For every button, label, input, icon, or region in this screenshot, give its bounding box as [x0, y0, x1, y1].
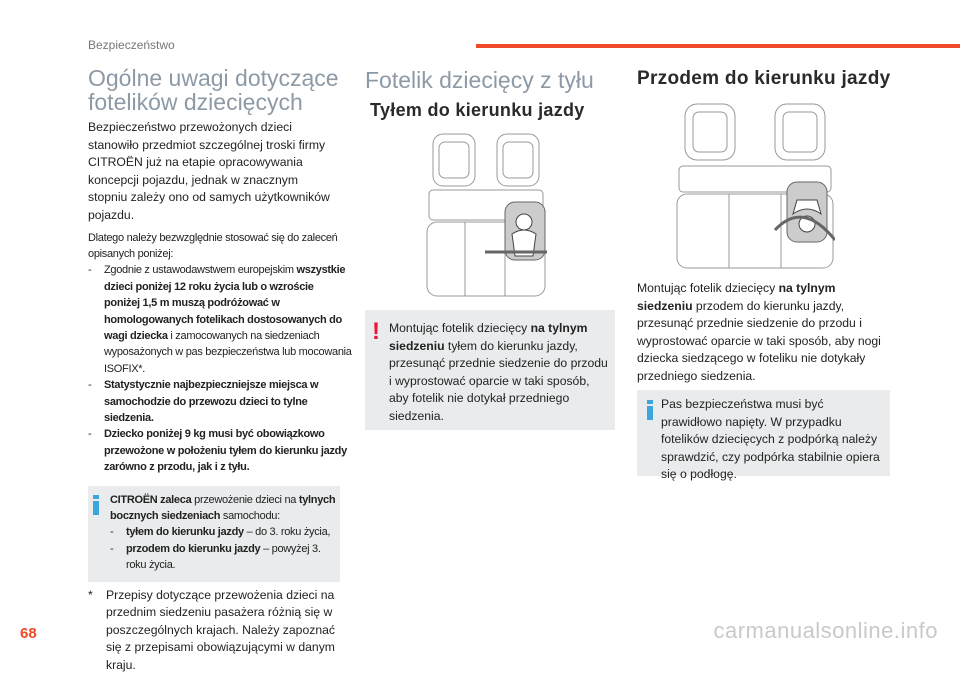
- text: i zamocowanych na siedzeniach wyposażonych w pas bezpieczeństwa lub mocowania ISOFIX*.: [104, 330, 352, 375]
- page-number: 68: [20, 625, 37, 642]
- text: – powyżej 3. roku życia.: [126, 542, 321, 572]
- rules-list: [88, 230, 352, 476]
- list-item: - Zgodnie z ustawodawstwem europejskim wszystkie dzieci poniżej 12 roku życia lub o wzroście poniżej 1,5 m muszą podróżować w homologowanych fotelikach dostosowanych do wagi dziecka i zamocowanych na siedzeniach wyposażonych w pas bezpieczeństwa lub mocowania ISOFIX*.: [88, 264, 352, 375]
- text: Zgodnie z ustawodawstwem europejskim: [104, 264, 297, 277]
- title-line: fotelików dziecięcych: [88, 89, 303, 115]
- rear-facing-seat-illustration: [425, 130, 547, 302]
- text: Montując fotelik dziecięcy: [389, 321, 531, 335]
- title-line: Ogólne uwagi dotyczące: [88, 65, 339, 91]
- intro-paragraph: Bezpieczeństwo przewożonych dzieci stanowiło przedmiot szczególnej troski firmy CITROËN już na etapie opracowywania koncepcji pojazdu, jednak w znacznym stopniu zależy ono od samych użytkowników pojazdu.: [88, 120, 330, 222]
- info-box: [637, 390, 890, 482]
- info-box: [88, 486, 340, 582]
- bold-text: na tylnym siedzeniu: [637, 281, 836, 313]
- page-title: [88, 66, 352, 114]
- text: przewożenie dzieci na: [191, 493, 299, 506]
- header-rule: [476, 44, 960, 48]
- list-item: - Dziecko poniżej 9 kg musi być obowiązkowo przewożone w położeniu tyłem do kierunku jazdy zarówno z przodu, jak i z tyłu.: [88, 428, 347, 474]
- info-text: Pas bezpieczeństwa musi być prawidłowo napięty. W przypadku fotelików dziecięcych z podpórką należy sprawdzić, czy podpórka stabilnie opiera się o podłogę.: [661, 397, 880, 482]
- bold-text: przodem do kierunku jazdy: [126, 542, 261, 555]
- subheading: Tyłem do kierunku jazdy: [370, 100, 585, 120]
- bold-text: CITROËN zaleca: [110, 493, 192, 506]
- footnote-text: Przepisy dotyczące przewożenia dzieci na przednim siedzeniu pasażera różnią się w poszczególnych krajach. Należy zapoznać się z przepisami obowiązującymi w danym kraju.: [106, 587, 335, 673]
- bold-text: tylnych bocznych siedzeniach: [110, 493, 336, 523]
- footnote-mark: *: [88, 587, 93, 602]
- list-item: - przodem do kierunku jazdy – powyżej 3. roku życia.: [110, 542, 321, 572]
- list-item: - Statystycznie najbezpieczniejsze miejsca w samochodzie do przewozu dzieci to tylne siedzenia.: [88, 379, 319, 425]
- section-title: Bezpieczeństwo: [88, 38, 175, 52]
- text: – do 3. roku życia,: [243, 526, 331, 539]
- bold-text: Dziecko poniżej 9 kg musi być obowiązkowo przewożone w położeniu tyłem do kierunku jazdy zarówno z przodu, jak i z tyłu.: [104, 428, 347, 474]
- left-column: [88, 66, 352, 675]
- bold-text: tyłem do kierunku jazdy: [126, 526, 244, 539]
- list-item: - tyłem do kierunku jazdy – do 3. roku życia,: [110, 526, 331, 539]
- info-icon: [93, 495, 99, 515]
- lead-text: Dlatego należy bezwzględnie stosować się do zaleceń opisanych poniżej:: [88, 231, 338, 260]
- forward-facing-seat-illustration: [675, 100, 835, 272]
- section-heading: Przodem do kierunku jazdy: [637, 68, 891, 89]
- exclamation-icon: !: [372, 318, 380, 345]
- text: Montując fotelik dziecięcy: [637, 281, 779, 295]
- text: samochodu:: [220, 510, 280, 523]
- text: tyłem do kierunku jazdy, przesunąć przednie siedzenie do przodu i wyprostować oparcie w taki sposób, aby fotelik nie dotykał przedniego siedzenia.: [389, 338, 608, 423]
- footnote: [88, 587, 343, 675]
- bold-text: wszystkie dzieci poniżej 12 roku życia lub o wzroście poniżej 1,5 m muszą podróżować w homologowanych fotelikach dostosowanych do wagi dziecka: [104, 264, 346, 342]
- section-heading: Fotelik dziecięcy z tyłu: [365, 67, 594, 93]
- bold-text: na tylnym siedzeniu: [389, 321, 588, 353]
- info-icon: [647, 400, 653, 420]
- text: przodem do kierunku jazdy, przesunąć przednie siedzenie do przodu i wyprostować oparcie w taki sposób, aby nogi dziecka siedzącego w foteliku nie dotykały przedniego siedzenia.: [637, 298, 881, 383]
- watermark: carmanualsonline.info: [713, 618, 938, 643]
- forward-facing-instructions: [637, 280, 892, 386]
- warning-box: [365, 310, 615, 430]
- bold-text: Statystycznie najbezpieczniejsze miejsca w samochodzie do przewozu dzieci to tylne siedzenia.: [104, 379, 319, 425]
